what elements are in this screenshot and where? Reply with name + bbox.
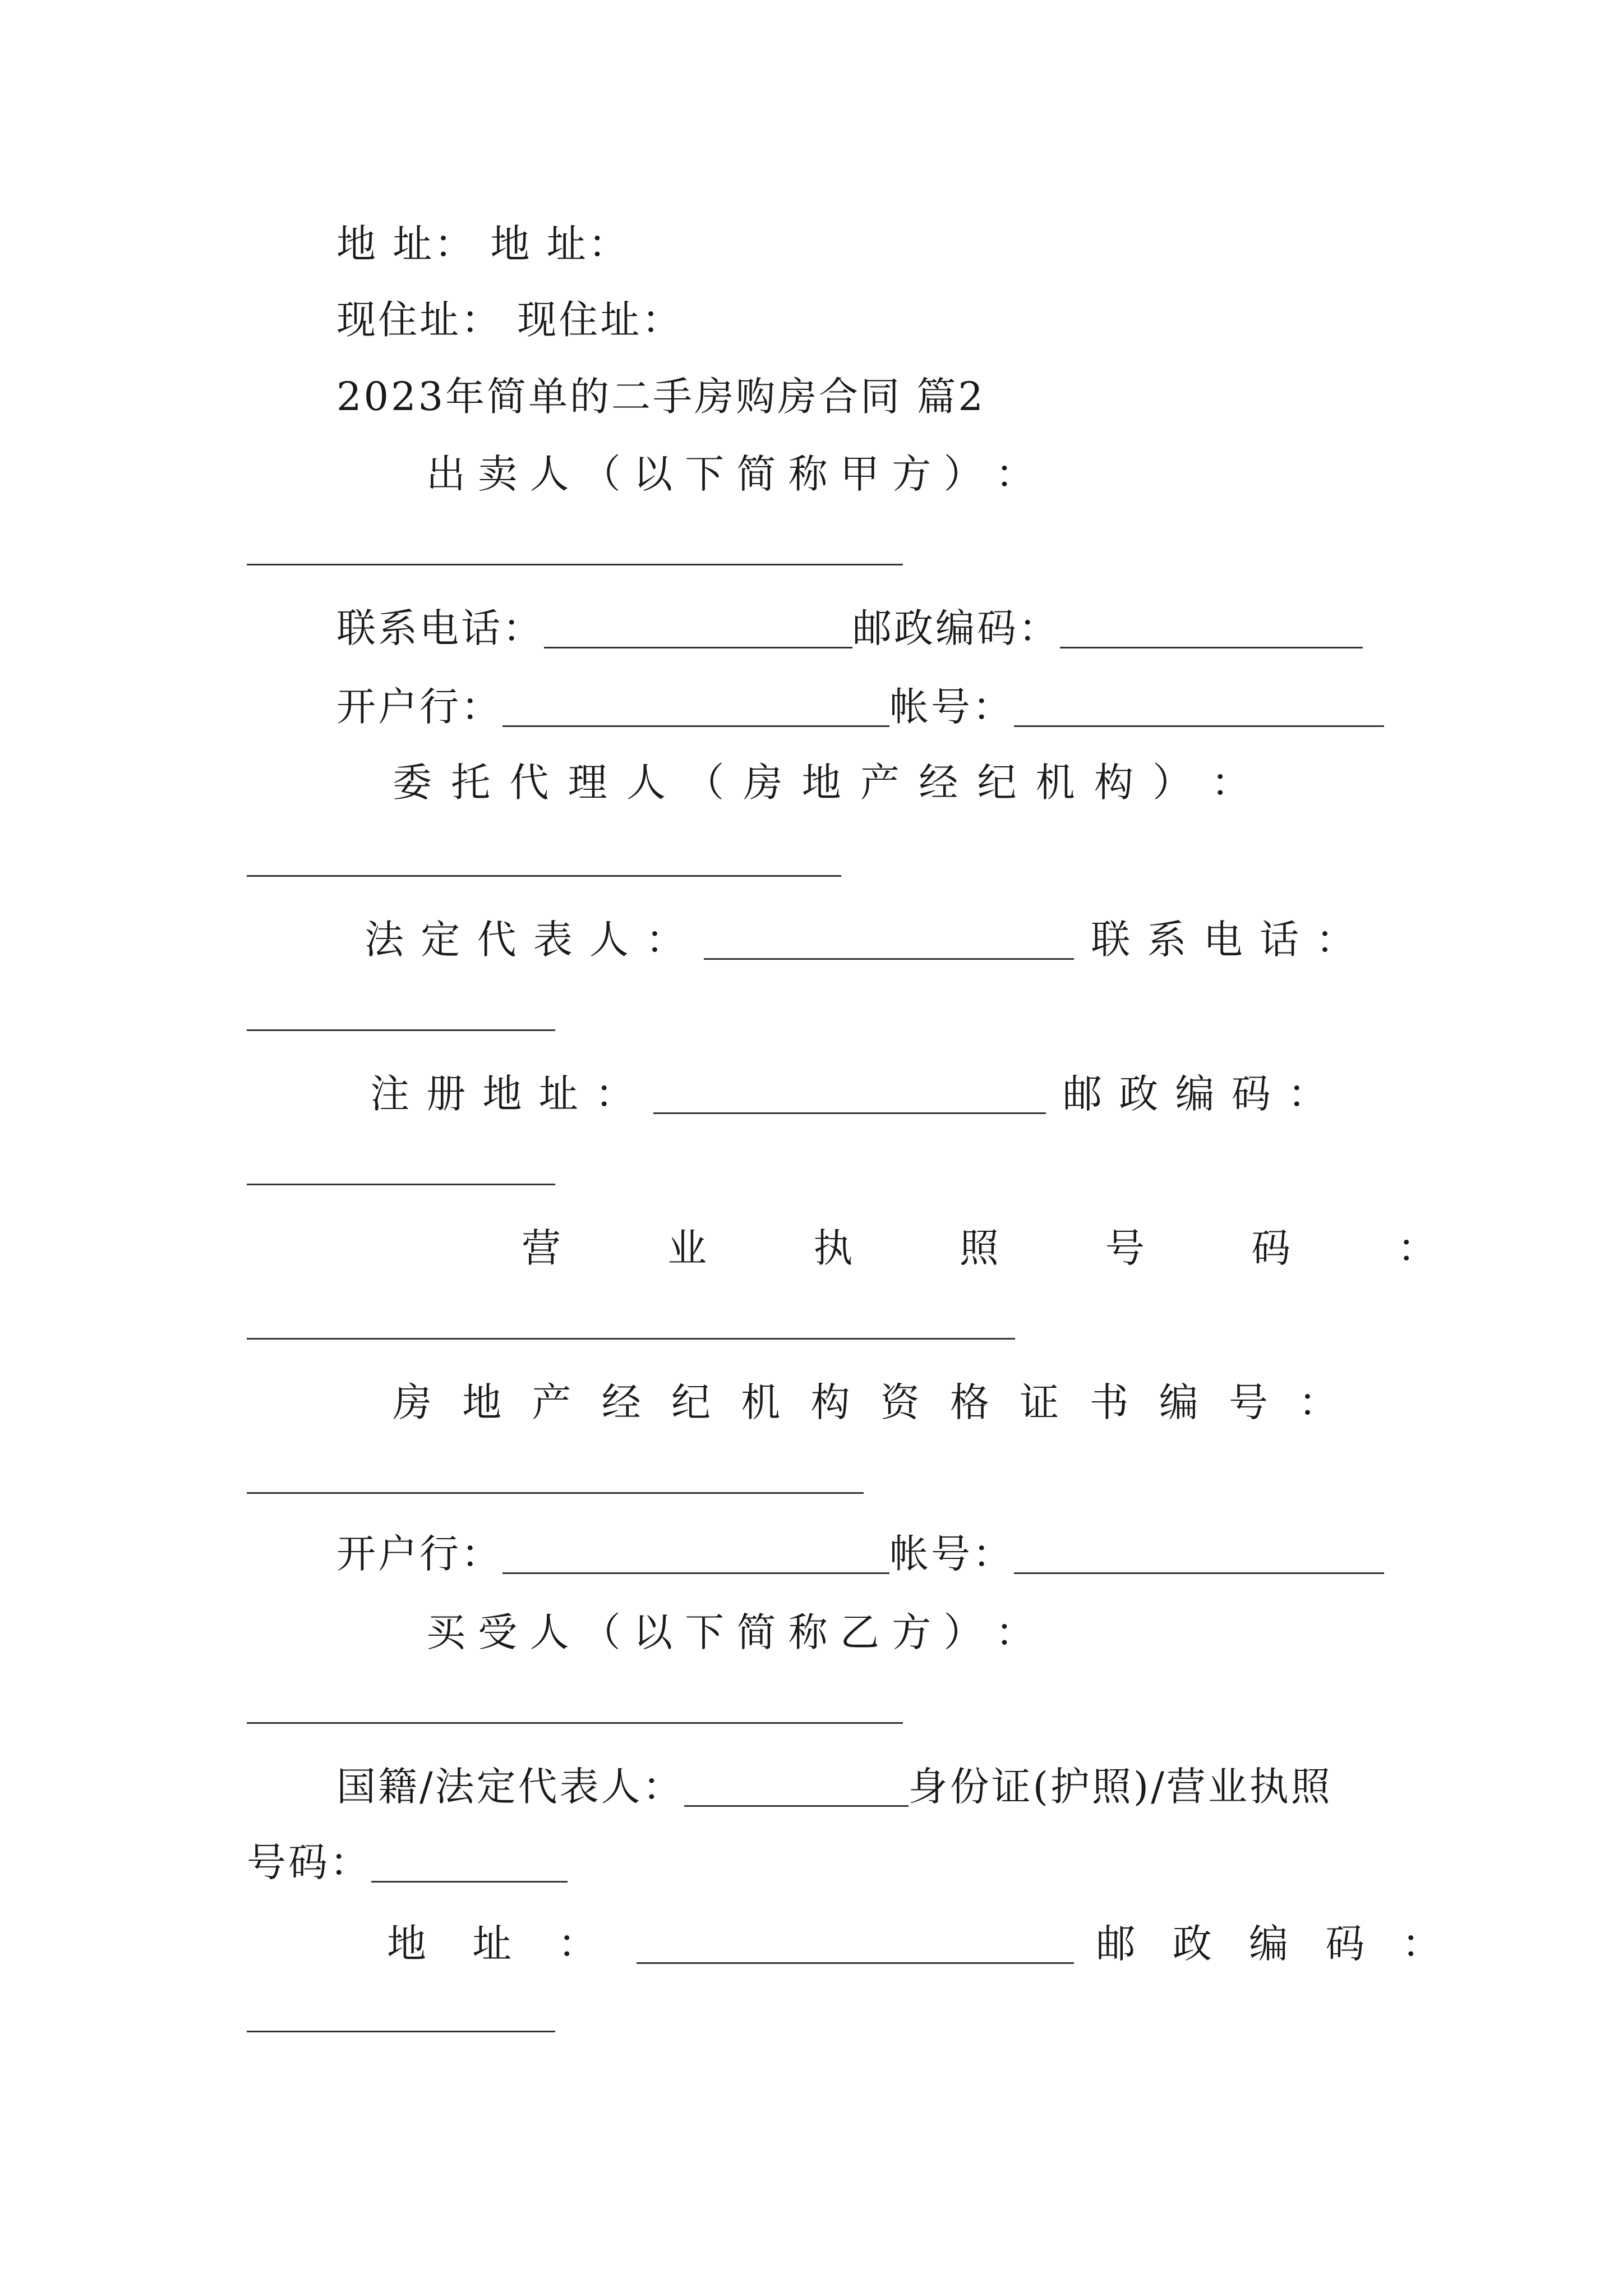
legal-rep-phone-blank[interactable] — [247, 1029, 555, 1031]
reg-address-blank[interactable] — [653, 1112, 1046, 1114]
buyer-name-blank[interactable] — [247, 1722, 903, 1724]
legal-rep-line: 法 定 代 表 人 ： 联 系 电 话 ： — [365, 917, 1358, 963]
agent-bank-blank[interactable] — [502, 1572, 889, 1574]
seller-phone-blank[interactable] — [544, 647, 852, 648]
address-pair: 地 址： 地 址： — [336, 221, 630, 267]
seller-name-blank[interactable] — [247, 564, 903, 565]
buyer-address-blank[interactable] — [637, 1962, 1074, 1964]
seller-label: 出 卖 人 （ 以 下 简 称 甲 方 ） ： — [426, 451, 1035, 497]
buyer-label: 买 受 人 （ 以 下 简 称 乙 方 ） ： — [426, 1609, 1035, 1655]
license-number-blank[interactable] — [247, 1338, 1015, 1340]
seller-phone-line: 联系电话： 邮政编码： — [336, 603, 1363, 654]
agent-label: 委 托 代 理 人 （ 房 地 产 经 纪 机 构 ） ： — [393, 760, 1254, 806]
cert-label: 房 地 产 经 纪 机 构 资 格 证 书 编 号 ： — [393, 1379, 1347, 1425]
buyer-postcode-blank[interactable] — [247, 2031, 555, 2032]
contract-heading: 2023年简单的二手房购房合同 篇2 — [336, 374, 985, 420]
buyer-id-line: 国籍/法定代表人： 身份证(护照)/营业执照 — [336, 1764, 1332, 1810]
agent-account-blank[interactable] — [1014, 1572, 1384, 1574]
reg-postcode-blank[interactable] — [247, 1184, 555, 1185]
reg-address-line: 注 册 地 址 ： 邮 政 编 码 ： — [370, 1071, 1330, 1117]
agent-name-blank[interactable] — [247, 875, 841, 877]
license-label: 营 业 执 照 号 码 ： — [522, 1225, 1484, 1271]
buyer-rep-blank[interactable] — [684, 1805, 909, 1807]
seller-bank-blank[interactable] — [502, 725, 889, 727]
agent-bank-line: 开户行： 帐号： — [336, 1529, 1384, 1579]
seller-postcode-blank[interactable] — [1060, 647, 1363, 648]
cert-number-blank[interactable] — [247, 1492, 864, 1494]
residence-pair: 现住址： 现住址： — [336, 297, 684, 343]
buyer-id-line-cont: 号码： — [247, 1837, 568, 1888]
seller-bank-line: 开户行： 帐号： — [336, 682, 1384, 732]
buyer-address-line: 地 址 ： 邮 政 编 码 ： — [387, 1921, 1454, 1967]
buyer-id-blank[interactable] — [371, 1881, 568, 1883]
seller-account-blank[interactable] — [1014, 725, 1384, 727]
legal-rep-blank[interactable] — [704, 958, 1074, 960]
